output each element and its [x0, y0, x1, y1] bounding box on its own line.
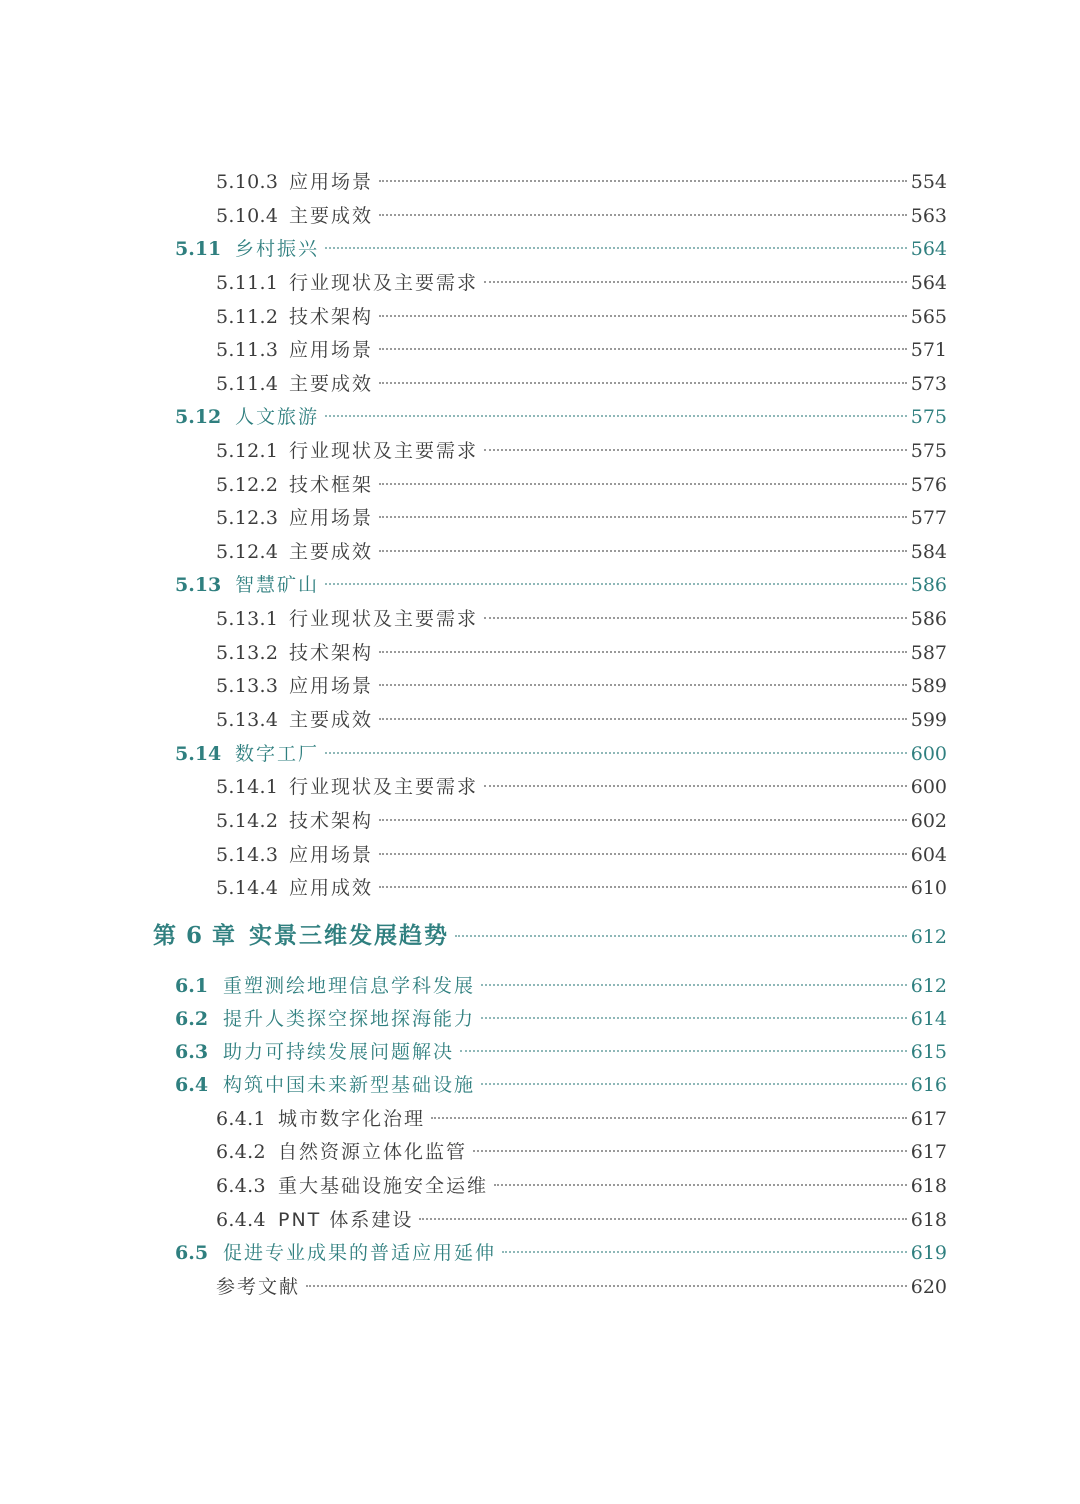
- entry-page: 604: [910, 844, 947, 866]
- entry-number: 6.1: [175, 975, 209, 997]
- dot-leader: [494, 1184, 907, 1186]
- dot-leader: [419, 1218, 906, 1220]
- entry-page: 620: [910, 1276, 947, 1298]
- entry-page: 587: [910, 642, 947, 664]
- entry-title: 主要成效: [289, 709, 374, 731]
- toc-entry-5-14-1[interactable]: [216, 772, 947, 802]
- toc-entry-6-4[interactable]: [175, 1070, 947, 1100]
- dot-leader: [379, 483, 907, 485]
- entry-page: 600: [910, 776, 947, 798]
- toc-entry-6-5[interactable]: [175, 1238, 947, 1268]
- dot-leader: [379, 684, 907, 686]
- dot-leader: [484, 617, 907, 619]
- toc-entry-5-13-4[interactable]: [216, 705, 947, 735]
- entry-title: 行业现状及主要需求: [289, 440, 479, 462]
- entry-page: 573: [910, 373, 947, 395]
- dot-leader: [379, 315, 907, 317]
- toc-entry-6-4-4[interactable]: [216, 1205, 947, 1235]
- entry-number: 5.11.1: [216, 272, 279, 294]
- entry-page: 612: [910, 975, 947, 997]
- entry-number: 5.11.4: [216, 373, 279, 395]
- dot-leader: [484, 785, 907, 787]
- entry-page: 610: [910, 877, 947, 899]
- toc-entry-5-11-2[interactable]: [216, 302, 947, 332]
- entry-title: 应用场景: [289, 171, 374, 193]
- entry-title: 技术框架: [289, 474, 374, 496]
- entry-number: 6.4.2: [216, 1141, 266, 1163]
- dot-leader: [484, 449, 907, 451]
- dot-leader: [325, 247, 907, 249]
- entry-page: 617: [910, 1108, 947, 1130]
- entry-title: 应用成效: [289, 877, 374, 899]
- entry-number: 5.12: [175, 406, 222, 428]
- toc-entry-5-14-4[interactable]: [216, 873, 947, 903]
- entry-title: 智慧矿山: [235, 574, 320, 596]
- toc-entry-5-12-4[interactable]: [216, 537, 947, 567]
- entry-number: 5.12.3: [216, 507, 279, 529]
- entry-number: 5.13.2: [216, 642, 279, 664]
- toc-entry-5-14-2[interactable]: [216, 806, 947, 836]
- entry-title: 应用场景: [289, 339, 374, 361]
- toc-chapter-6[interactable]: [153, 918, 947, 954]
- dot-leader: [481, 1017, 907, 1019]
- entry-number: 5.14.3: [216, 844, 279, 866]
- chapter-title: 实景三维发展趋势: [249, 922, 449, 949]
- toc-entry-5-11-1[interactable]: [216, 268, 947, 298]
- entry-page: 618: [910, 1209, 947, 1231]
- entry-title: 促进专业成果的普适应用延伸: [223, 1242, 497, 1264]
- entry-number: 5.13: [175, 574, 222, 596]
- toc-entry-5-10-4[interactable]: [216, 201, 947, 231]
- entry-number: 6.4: [175, 1074, 209, 1096]
- entry-page: 600: [910, 743, 947, 765]
- entry-page: 586: [910, 608, 947, 630]
- toc-entry-5-14-3[interactable]: [216, 840, 947, 870]
- entry-page: 554: [910, 171, 947, 193]
- dot-leader: [379, 382, 907, 384]
- entry-title: 助力可持续发展问题解决: [223, 1041, 455, 1063]
- entry-page: 619: [910, 1242, 947, 1264]
- toc-entry-5-12-2[interactable]: [216, 470, 947, 500]
- entry-page: 589: [910, 675, 947, 697]
- dot-leader: [379, 819, 907, 821]
- entry-number: 5.13.3: [216, 675, 279, 697]
- toc-entry-5-13[interactable]: [175, 570, 947, 600]
- dot-leader: [379, 886, 907, 888]
- entry-number: 5.13.1: [216, 608, 279, 630]
- entry-page: 576: [910, 474, 947, 496]
- entry-number: 5.11.2: [216, 306, 279, 328]
- dot-leader: [379, 550, 907, 552]
- toc-entry-5-12[interactable]: [175, 402, 947, 432]
- entry-number: 5.12.4: [216, 541, 279, 563]
- entry-page: 577: [910, 507, 947, 529]
- entry-title: 技术架构: [289, 642, 374, 664]
- dot-leader: [379, 348, 907, 350]
- entry-number: 5.10.4: [216, 205, 279, 227]
- dot-leader: [325, 752, 907, 754]
- entry-title: 行业现状及主要需求: [289, 608, 479, 630]
- toc-entry-5-12-3[interactable]: [216, 503, 947, 533]
- entry-number: 5.11: [175, 238, 222, 260]
- entry-page: 575: [910, 406, 947, 428]
- entry-title: 数字工厂: [235, 743, 320, 765]
- toc-entry-5-13-1[interactable]: [216, 604, 947, 634]
- entry-title: 行业现状及主要需求: [289, 776, 479, 798]
- toc-entry-6-1[interactable]: [175, 971, 947, 1001]
- entry-title: 主要成效: [289, 205, 374, 227]
- entry-page: 564: [910, 272, 947, 294]
- entry-title: 行业现状及主要需求: [289, 272, 479, 294]
- entry-page: 563: [910, 205, 947, 227]
- entry-number: 5.14: [175, 743, 222, 765]
- entry-number: 6.2: [175, 1008, 209, 1030]
- entry-title: 技术架构: [289, 306, 374, 328]
- entry-page: 615: [910, 1041, 947, 1063]
- entry-page: 599: [910, 709, 947, 731]
- dot-leader: [460, 1050, 907, 1052]
- toc-entry-5-11-4[interactable]: [216, 369, 947, 399]
- entry-number: 5.13.4: [216, 709, 279, 731]
- entry-title: 乡村振兴: [235, 238, 320, 260]
- dot-leader: [379, 214, 907, 216]
- entry-number: 5.10.3: [216, 171, 279, 193]
- toc-entry-5-11[interactable]: [175, 234, 947, 264]
- entry-page: 584: [910, 541, 947, 563]
- dot-leader: [379, 516, 907, 518]
- entry-title: 参考文献: [216, 1276, 301, 1298]
- toc-entry-6-3[interactable]: [175, 1037, 947, 1067]
- entry-number: 5.12.1: [216, 440, 279, 462]
- toc-entry-6-4-3[interactable]: [216, 1171, 947, 1201]
- toc-entry-6-2[interactable]: [175, 1004, 947, 1034]
- entry-title: 主要成效: [289, 373, 374, 395]
- entry-number: 6.4.3: [216, 1175, 266, 1197]
- entry-number: 6.4.4: [216, 1209, 266, 1231]
- entry-page: 602: [910, 810, 947, 832]
- entry-title: PNT 体系建设: [278, 1209, 414, 1231]
- entry-page: 586: [910, 574, 947, 596]
- toc-entry-5-10-3[interactable]: [216, 167, 947, 197]
- dot-leader: [325, 415, 907, 417]
- toc-entry-5-11-3[interactable]: [216, 335, 947, 365]
- dot-leader: [379, 853, 907, 855]
- dot-leader: [481, 1083, 907, 1085]
- entry-page: 575: [910, 440, 947, 462]
- toc-entry-5-14[interactable]: [175, 739, 947, 769]
- dot-leader: [481, 984, 907, 986]
- dot-leader: [502, 1251, 907, 1253]
- dot-leader: [484, 281, 907, 283]
- entry-page: 564: [910, 238, 947, 260]
- entry-page: 565: [910, 306, 947, 328]
- dot-leader: [379, 180, 907, 182]
- toc-entry-5-12-1[interactable]: [216, 436, 947, 466]
- entry-number: 6.3: [175, 1041, 209, 1063]
- toc-entry-5-13-3[interactable]: [216, 671, 947, 701]
- dot-leader: [455, 935, 907, 937]
- entry-title: 应用场景: [289, 507, 374, 529]
- entry-number: 5.14.2: [216, 810, 279, 832]
- entry-title: 提升人类探空探地探海能力: [223, 1008, 476, 1030]
- entry-page: 616: [910, 1074, 947, 1096]
- entry-number: 5.14.1: [216, 776, 279, 798]
- entry-title: 人文旅游: [235, 406, 320, 428]
- entry-page: 571: [910, 339, 947, 361]
- chapter-number: 第 6 章: [153, 922, 237, 949]
- toc-entry-5-13-2[interactable]: [216, 638, 947, 668]
- entry-page: 612: [910, 926, 947, 948]
- entry-page: 614: [910, 1008, 947, 1030]
- entry-title: 自然资源立体化监管: [278, 1141, 468, 1163]
- entry-number: 5.14.4: [216, 877, 279, 899]
- dot-leader: [473, 1150, 907, 1152]
- entry-number: 5.12.2: [216, 474, 279, 496]
- entry-title: 构筑中国未来新型基础设施: [223, 1074, 476, 1096]
- entry-number: 6.5: [175, 1242, 209, 1264]
- entry-page: 617: [910, 1141, 947, 1163]
- toc-entry-6-4-1[interactable]: [216, 1104, 947, 1134]
- entry-title: 应用场景: [289, 844, 374, 866]
- dot-leader: [306, 1285, 907, 1287]
- dot-leader: [431, 1117, 907, 1119]
- dot-leader: [379, 651, 907, 653]
- entry-title: 城市数字化治理: [278, 1108, 426, 1130]
- entry-title: 主要成效: [289, 541, 374, 563]
- entry-number: 5.11.3: [216, 339, 279, 361]
- toc-entry-6-4-2[interactable]: [216, 1137, 947, 1167]
- toc-entry-references[interactable]: [216, 1272, 947, 1302]
- entry-title: 重大基础设施安全运维: [278, 1175, 489, 1197]
- entry-title: 应用场景: [289, 675, 374, 697]
- entry-page: 618: [910, 1175, 947, 1197]
- entry-title: 技术架构: [289, 810, 374, 832]
- dot-leader: [379, 718, 907, 720]
- entry-number: 6.4.1: [216, 1108, 266, 1130]
- dot-leader: [325, 583, 907, 585]
- entry-title: 重塑测绘地理信息学科发展: [223, 975, 476, 997]
